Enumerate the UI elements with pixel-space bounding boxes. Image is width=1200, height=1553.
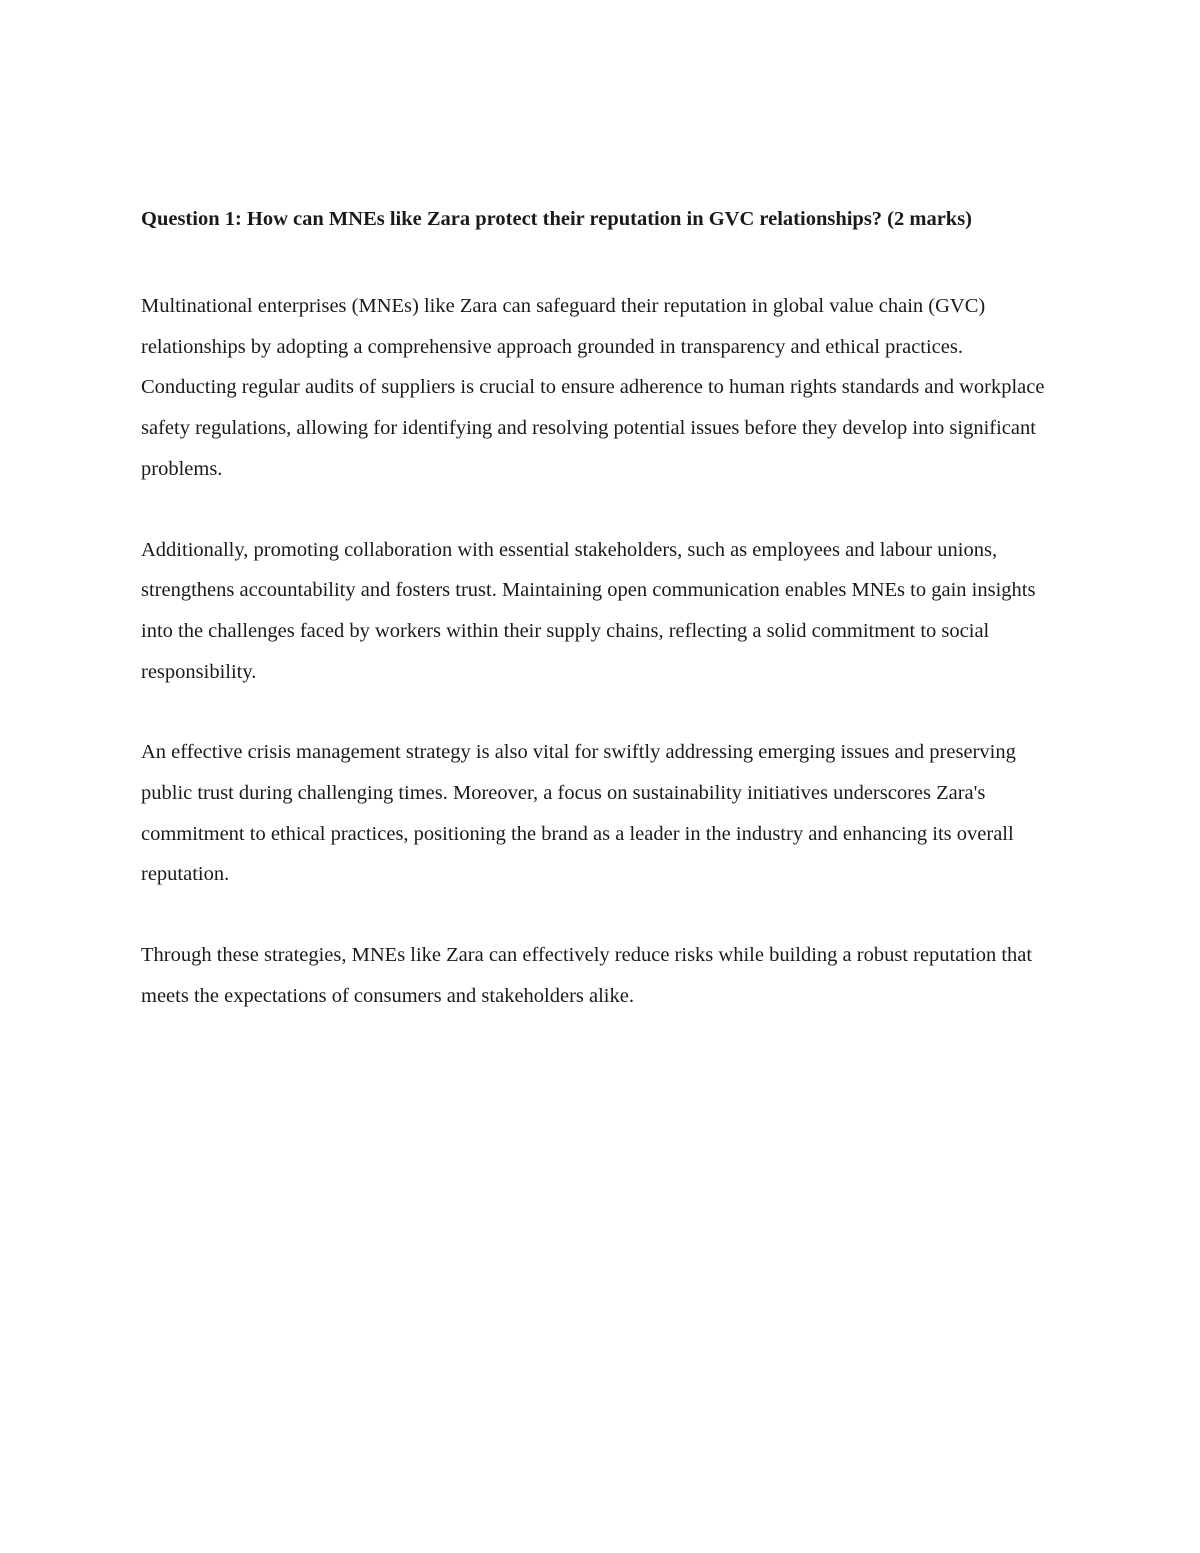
document-body <box>141 203 1061 1017</box>
paragraph-3: An effective crisis management strategy is also vital for swiftly addressing emerging issues and preserving public trust during challenging times. Moreover, a focus on sustainability initiatives underscores Zara's commitment to ethical practices, positioning the brand as a leader in the industry and enhancing its overall reputation. <box>141 741 1016 886</box>
answer-text <box>141 286 1061 1017</box>
paragraph-4: Through these strategies, MNEs like Zara can effectively reduce risks while building a robust reputation that meets the expectations of consumers and stakeholders alike. <box>141 944 1033 1007</box>
question-heading: Question 1: How can MNEs like Zara protect their reputation in GVC relationships? (2 marks) <box>141 208 973 230</box>
paragraph-1: Multinational enterprises (MNEs) like Zara can safeguard their reputation in global value chain (GVC) relationships by adopting a comprehensive approach grounded in transparency and ethical practices. Conducting regular audits of suppliers is crucial to ensure adherence to human rights standards and workplace safety regulations, allowing for identifying and resolving potential issues before they develop into significant problems. <box>141 295 1045 480</box>
paragraph-2: Additionally, promoting collaboration with essential stakeholders, such as employees and labour unions, strengthens accountability and fosters trust. Maintaining open communication enables MNEs to gain insights into the challenges faced by workers within their supply chains, reflecting a solid commitment to social responsibility. <box>141 538 1036 683</box>
